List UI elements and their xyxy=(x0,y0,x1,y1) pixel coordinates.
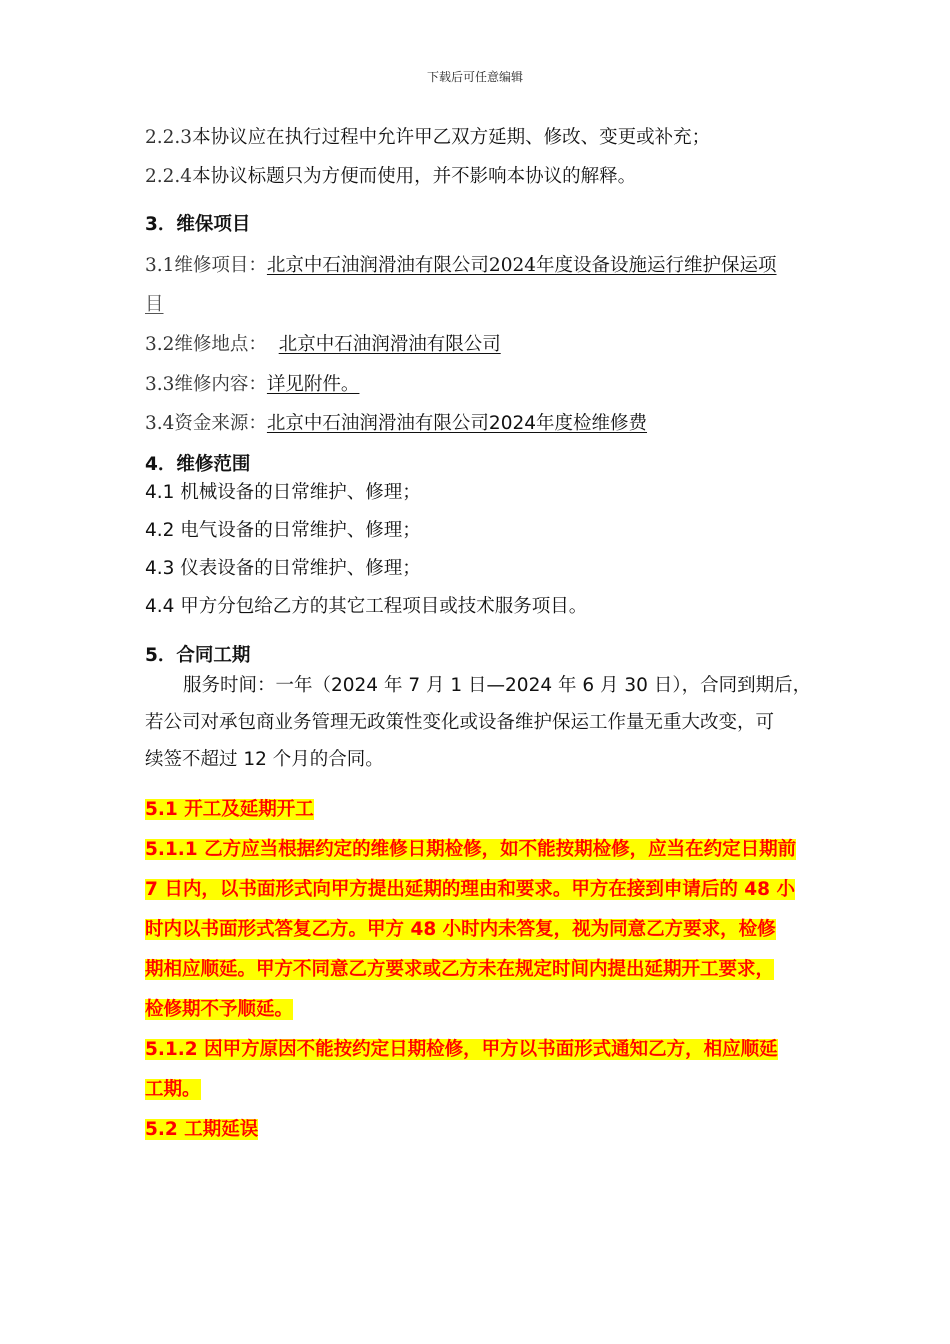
item-3-1 xyxy=(145,253,777,279)
clause-text: 本协议标题只为方便而使用，并不影响本协议的解释。 xyxy=(192,166,637,187)
item-3-1-continuation xyxy=(145,292,164,318)
clause-text: 本协议应在执行过程中允许甲乙双方延期、修改、变更或补充； xyxy=(192,127,711,148)
page-header-note: 下载后可任意编辑 xyxy=(426,70,523,84)
highlighted-text: 时内以书面形式答复乙方。甲方 48 小时内未答复，视为同意乙方要求，检修 xyxy=(145,919,776,940)
highlight-line xyxy=(145,877,795,903)
highlighted-text: 5.1.2 因甲方原因不能按约定日期检修，甲方以书面形式通知乙方，相应顺延 xyxy=(145,1039,778,1060)
paragraph-line: 服务时间：一年（2024 年 7 月 1 日—2024 年 6 月 30 日），合同到期后， xyxy=(183,675,812,696)
section-4-heading: 4．维修范围 xyxy=(145,454,251,475)
highlighted-text: 期相应顺延。甲方不同意乙方要求或乙方未在规定时间内提出延期开工要求， xyxy=(145,959,775,980)
paragraph-line: 续签不超过 12 个月的合同。 xyxy=(145,749,384,770)
item-value: 北京中石油润滑油有限公司2024年度检维修费 xyxy=(266,413,648,434)
highlight-line xyxy=(145,1077,201,1103)
item-label: 3.4资金来源： xyxy=(145,413,267,434)
item-value: 详见附件。 xyxy=(266,374,360,395)
scope-item: 4.3 仪表设备的日常维护、修理； xyxy=(145,558,421,579)
item-label: 3.1维修项目： xyxy=(145,255,267,276)
highlight-line xyxy=(145,837,796,863)
highlighted-text: 5.1.1 乙方应当根据约定的维修日期检修，如不能按期检修，应当在约定日期前 xyxy=(145,839,797,860)
scope-item: 4.1 机械设备的日常维护、修理； xyxy=(145,482,421,503)
item-value: 北京中石油润滑油有限公司2024年度设备设施运行维护保运项 xyxy=(266,255,777,276)
item-gap xyxy=(267,334,279,355)
highlight-line xyxy=(145,997,293,1023)
clause-number: 2.2.4 xyxy=(145,166,193,187)
highlighted-text: 检修期不予顺延。 xyxy=(145,999,294,1020)
item-3-4 xyxy=(145,411,647,437)
paragraph-line: 若公司对承包商业务管理无政策性变化或设备维护保运工作量无重大改变，可 xyxy=(145,712,775,733)
scope-item: 4.4 甲方分包给乙方的其它工程项目或技术服务项目。 xyxy=(145,596,588,617)
highlight-line xyxy=(145,1037,778,1063)
scope-item: 4.2 电气设备的日常维护、修理； xyxy=(145,520,421,541)
clause-2-2-3 xyxy=(145,125,710,151)
highlight-line xyxy=(145,797,314,823)
item-label: 3.2维修地点： xyxy=(145,334,267,355)
item-3-3 xyxy=(145,372,359,398)
highlight-line xyxy=(145,917,776,943)
item-label: 3.3维修内容： xyxy=(145,374,267,395)
highlight-line xyxy=(145,1117,258,1143)
highlighted-text: 工期。 xyxy=(145,1079,201,1100)
item-value: 北京中石油润滑油有限公司 xyxy=(278,334,501,355)
item-value-continuation: 目 xyxy=(145,294,164,315)
highlighted-text: 7 日内，以书面形式向甲方提出延期的理由和要求。甲方在接到申请后的 48 小 xyxy=(145,879,795,900)
section-3-heading: 3．维保项目 xyxy=(145,214,251,235)
section-5-heading: 5．合同工期 xyxy=(145,645,251,666)
highlighted-text: 5.1 开工及延期开工 xyxy=(145,799,314,820)
clause-2-2-4 xyxy=(145,164,636,190)
item-3-2 xyxy=(145,332,501,358)
highlight-line xyxy=(145,957,774,983)
clause-number: 2.2.3 xyxy=(145,127,193,148)
highlighted-text: 5.2 工期延误 xyxy=(145,1119,259,1140)
